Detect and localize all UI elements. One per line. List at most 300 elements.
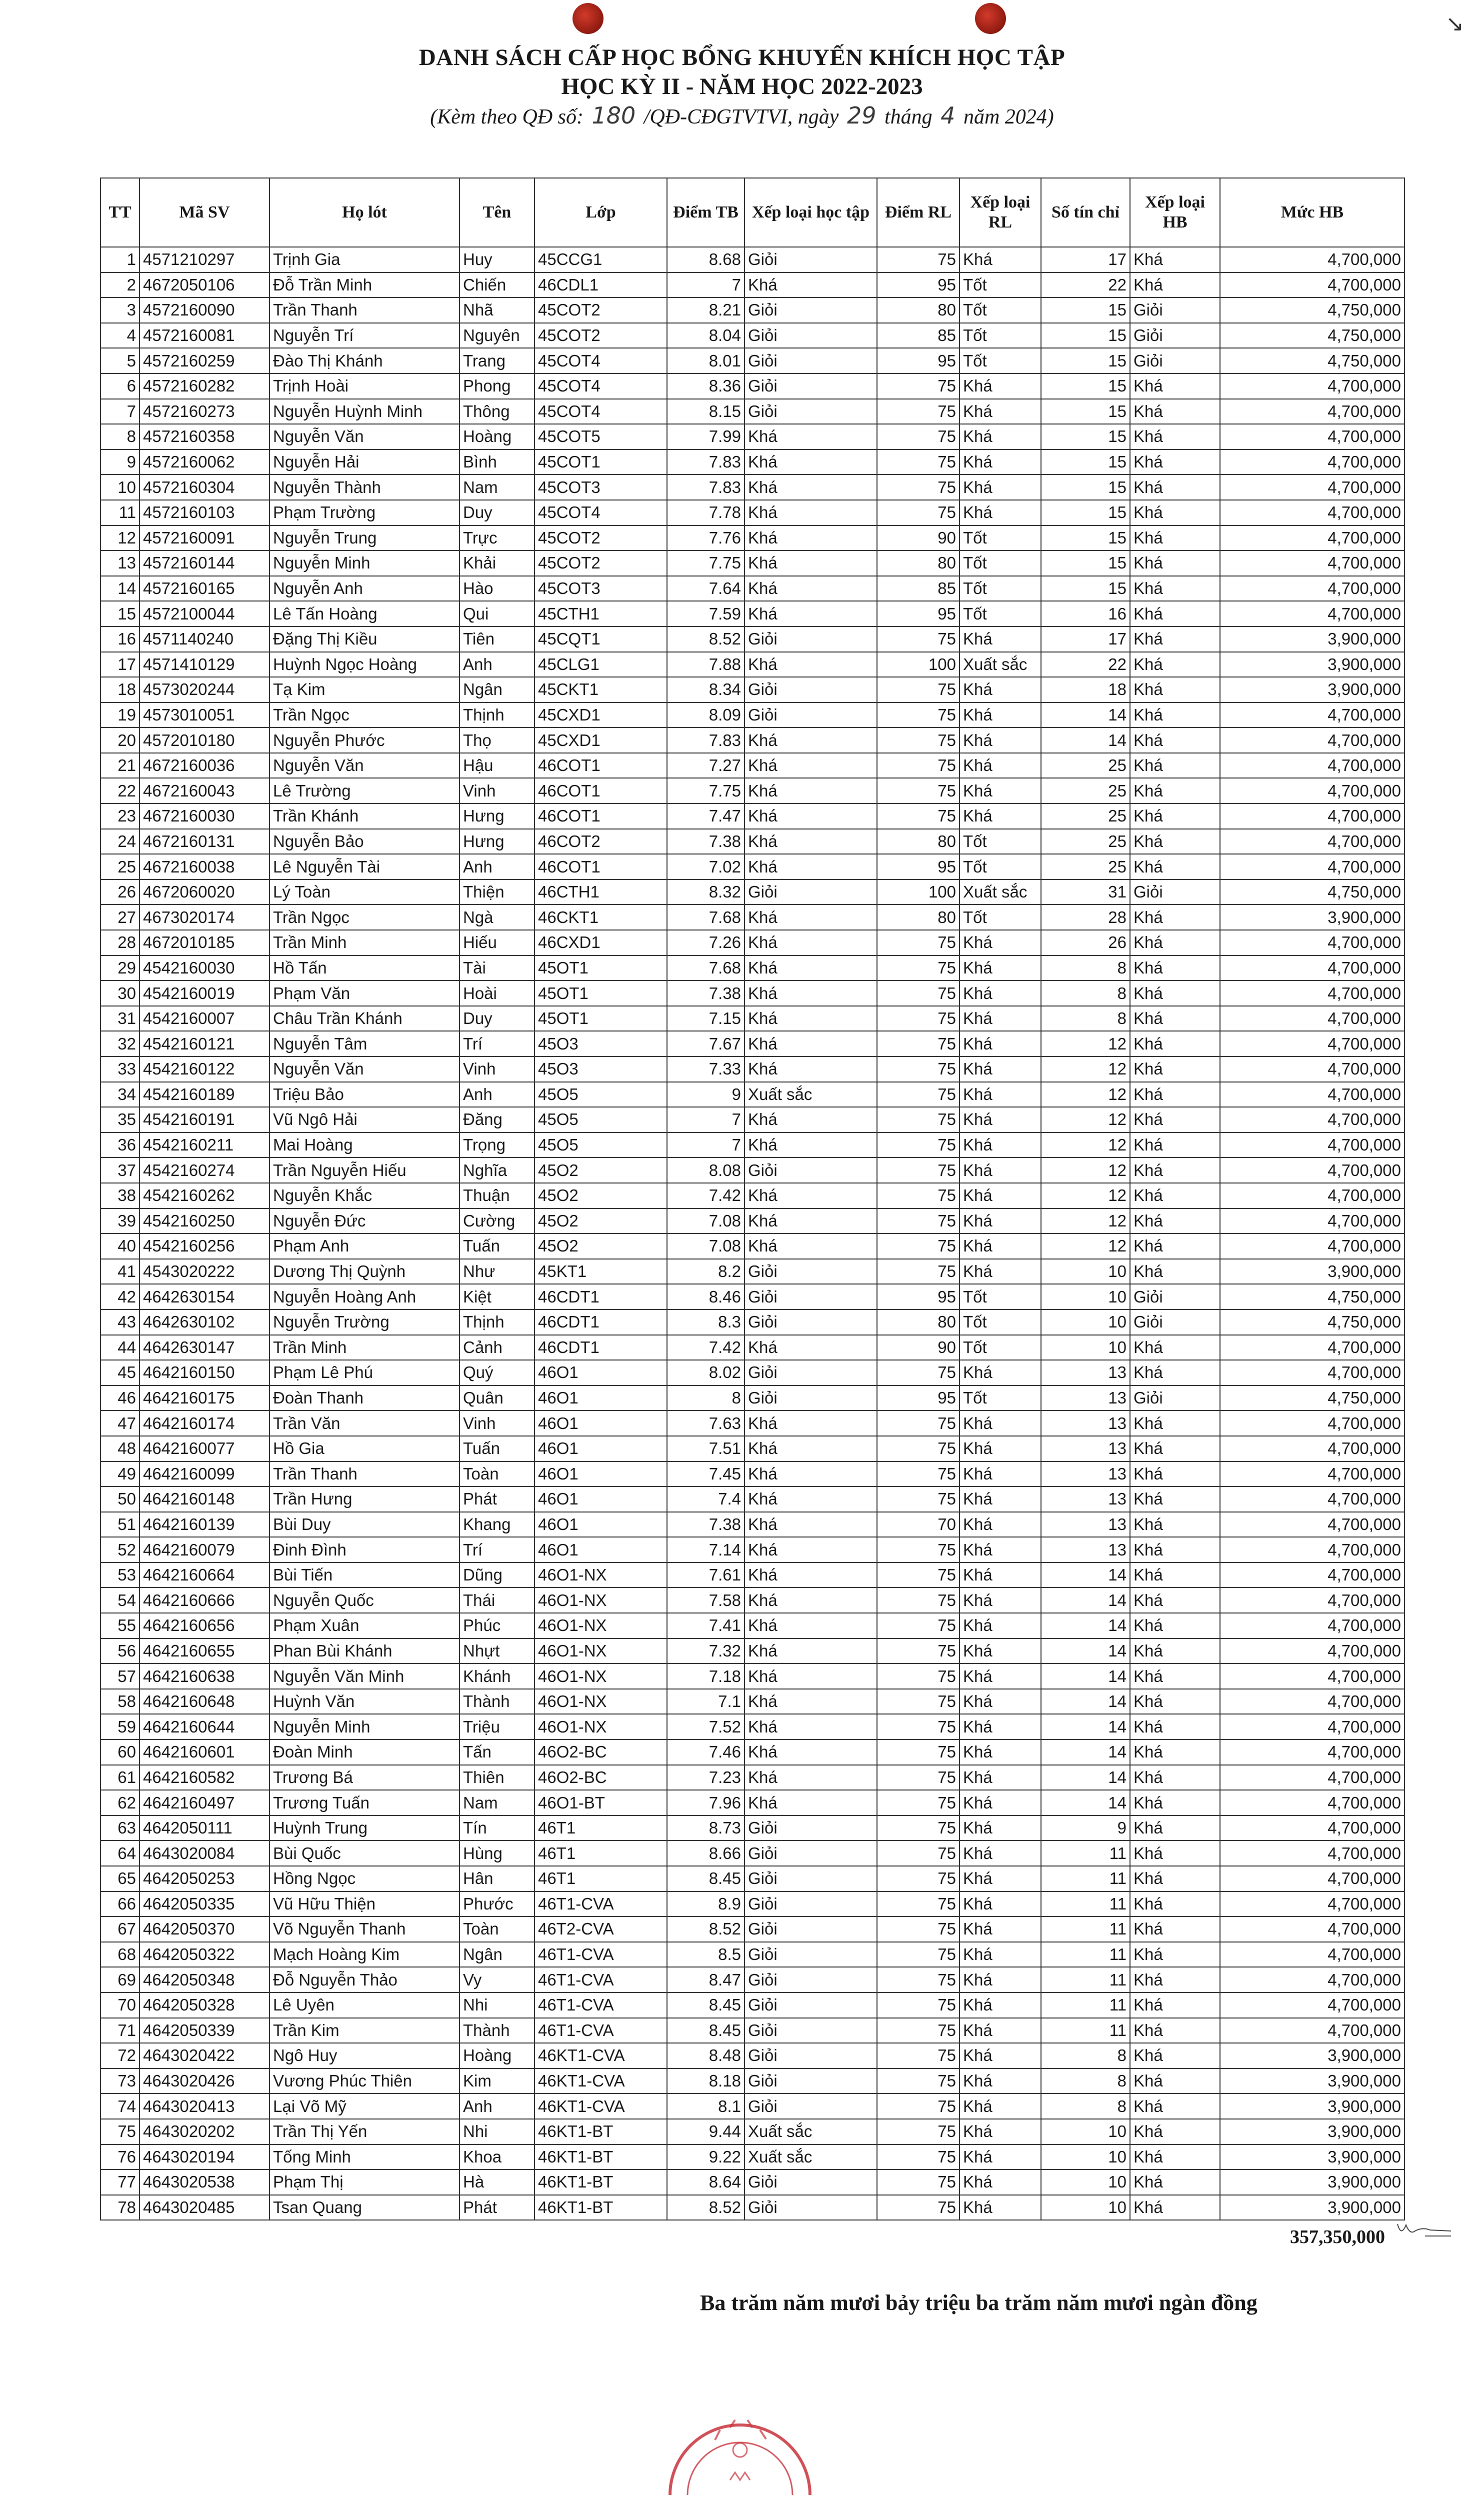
col-lop-cell: 46O1-BT (534, 1790, 667, 1816)
col-xep-loai-hoc-tap-cell: Giỏi (744, 298, 877, 323)
col-ten-cell: Cảnh (460, 1335, 534, 1360)
col-xep-loai-rl-cell: Khá (960, 1942, 1041, 1968)
col-so-tin-chi-cell: 13 (1041, 1537, 1130, 1562)
col-so-tin-chi-cell: 10 (1041, 1259, 1130, 1284)
col-muc-hb-cell: 4,700,000 (1220, 1056, 1404, 1082)
col-tt-cell: 1 (100, 247, 140, 272)
col-lop-cell: 46O1-NX (534, 1638, 667, 1664)
col-diem-rl-cell: 75 (877, 374, 960, 399)
col-so-tin-chi-cell: 28 (1041, 904, 1130, 930)
col-xep-loai-hb-cell: Khá (1130, 1714, 1220, 1740)
col-ten-cell: Phúc (460, 1613, 534, 1638)
col-ho-lot-cell: Nguyễn Thành (270, 474, 460, 500)
col-muc-hb-cell: 4,700,000 (1220, 930, 1404, 956)
col-xep-loai-rl-cell: Khá (960, 399, 1041, 424)
col-diem-rl-cell: 75 (877, 1689, 960, 1714)
table-row (100, 626, 1404, 652)
col-ma-sv-cell: 4572160165 (140, 576, 270, 602)
col-xep-loai-hb-cell: Khá (1130, 778, 1220, 804)
col-so-tin-chi-cell: 11 (1041, 1992, 1130, 2018)
col-xep-loai-hb-cell: Khá (1130, 1866, 1220, 1892)
col-xep-loai-hb-cell: Khá (1130, 1816, 1220, 1841)
col-xep-loai-rl-cell: Khá (960, 1056, 1041, 1082)
col-xep-loai-hb-cell: Khá (1130, 1132, 1220, 1158)
col-ho-lot-cell: Lê Tấn Hoàng (270, 601, 460, 626)
col-ho-lot-cell: Nguyễn Trí (270, 323, 460, 348)
col-diem-rl-cell: 75 (877, 1588, 960, 1613)
table-row (100, 702, 1404, 728)
col-diem-tb-cell: 7.45 (667, 1462, 744, 1487)
col-tt-cell: 62 (100, 1790, 140, 1816)
col-diem-rl-cell: 95 (877, 272, 960, 298)
col-ten-cell: Thiện (460, 880, 534, 905)
col-so-tin-chi-cell: 16 (1041, 601, 1130, 626)
table-row (100, 1714, 1404, 1740)
col-diem-tb-cell: 7.63 (667, 1410, 744, 1436)
col-xep-loai-hb-cell: Khá (1130, 1613, 1220, 1638)
col-tt-cell: 50 (100, 1486, 140, 1512)
col-so-tin-chi-cell: 14 (1041, 1664, 1130, 1689)
col-ho-lot-cell: Đặng Thị Kiều (270, 626, 460, 652)
col-ho-lot-cell: Bùi Quốc (270, 1840, 460, 1866)
col-so-tin-chi-cell: 8 (1041, 2043, 1130, 2068)
col-diem-rl-cell: 95 (877, 1386, 960, 1411)
col-muc-hb-cell: 4,700,000 (1220, 1132, 1404, 1158)
col-diem-tb-cell: 8.48 (667, 2043, 744, 2068)
col-lop-cell: 45OT1 (534, 980, 667, 1006)
col-ten-cell: Hùng (460, 1840, 534, 1866)
col-tt-cell: 29 (100, 956, 140, 981)
col-tt-cell: 34 (100, 1082, 140, 1108)
col-diem-tb-cell: 8.02 (667, 1360, 744, 1386)
col-ten-cell: Nam (460, 1790, 534, 1816)
col-tt-cell: 59 (100, 1714, 140, 1740)
col-so-tin-chi-cell: 10 (1041, 1284, 1130, 1310)
col-diem-tb-header: Điểm TB (667, 178, 744, 247)
col-muc-hb-cell: 3,900,000 (1220, 2195, 1404, 2220)
col-xep-loai-rl-cell: Khá (960, 1031, 1041, 1056)
col-diem-rl-cell: 80 (877, 550, 960, 576)
col-xep-loai-hoc-tap-cell: Xuất sắc (744, 2144, 877, 2170)
col-ma-sv-cell: 4643020485 (140, 2195, 270, 2220)
total-in-words: Ba trăm năm mươi bảy triệu ba trăm năm mươi ngàn đồng (700, 2290, 1258, 2315)
col-xep-loai-rl-cell: Tốt (960, 576, 1041, 602)
table-row (100, 1562, 1404, 1588)
col-xep-loai-rl-cell: Tốt (960, 854, 1041, 880)
col-diem-tb-cell: 7.18 (667, 1664, 744, 1689)
col-diem-tb-cell: 7.47 (667, 804, 744, 829)
col-ten-cell: Anh (460, 652, 534, 678)
col-ten-cell: Khánh (460, 1664, 534, 1689)
col-tt-cell: 64 (100, 1840, 140, 1866)
col-ten-cell: Phát (460, 2195, 534, 2220)
col-diem-tb-cell: 8.45 (667, 1866, 744, 1892)
col-ho-lot-cell: Châu Trần Khánh (270, 1006, 460, 1032)
col-lop-cell: 46CXD1 (534, 930, 667, 956)
col-diem-tb-cell: 7.88 (667, 652, 744, 678)
col-lop-cell: 45CKT1 (534, 677, 667, 702)
col-so-tin-chi-cell: 10 (1041, 2170, 1130, 2195)
col-xep-loai-hoc-tap-cell: Khá (744, 1132, 877, 1158)
col-diem-tb-cell: 7.4 (667, 1486, 744, 1512)
col-ten-cell: Hưng (460, 829, 534, 854)
col-muc-hb-cell: 4,700,000 (1220, 1613, 1404, 1638)
col-xep-loai-rl-cell: Tốt (960, 1335, 1041, 1360)
col-so-tin-chi-cell: 12 (1041, 1082, 1130, 1108)
col-ten-cell: Ngân (460, 677, 534, 702)
col-diem-rl-cell: 75 (877, 1208, 960, 1234)
col-ten-cell: Duy (460, 500, 534, 526)
table-row (100, 1942, 1404, 1968)
col-diem-tb-cell: 7 (667, 1132, 744, 1158)
col-ten-cell: Vinh (460, 1056, 534, 1082)
col-ten-cell: Trực (460, 526, 534, 551)
col-diem-rl-cell: 75 (877, 980, 960, 1006)
col-xep-loai-hb-cell: Khá (1130, 1335, 1220, 1360)
table-row (100, 576, 1404, 602)
col-diem-tb-cell: 8.73 (667, 1816, 744, 1841)
col-lop-cell: 45CXD1 (534, 702, 667, 728)
col-muc-hb-cell: 3,900,000 (1220, 2094, 1404, 2119)
col-ho-lot-cell: Nguyễn Hải (270, 450, 460, 475)
col-ten-cell: Thành (460, 1689, 534, 1714)
col-diem-tb-cell: 7.59 (667, 601, 744, 626)
col-xep-loai-hb-cell: Khá (1130, 1158, 1220, 1183)
col-diem-tb-cell: 8.18 (667, 2068, 744, 2094)
table-row (100, 550, 1404, 576)
col-lop-cell: 46CDL1 (534, 272, 667, 298)
col-ho-lot-cell: Trần Nguyễn Hiếu (270, 1158, 460, 1183)
col-ma-sv-cell: 4642050339 (140, 2018, 270, 2044)
col-diem-tb-cell: 7.41 (667, 1613, 744, 1638)
col-so-tin-chi-cell: 11 (1041, 1942, 1130, 1968)
col-lop-cell: 46CKT1 (534, 904, 667, 930)
col-tt-cell: 16 (100, 626, 140, 652)
col-muc-hb-cell: 4,700,000 (1220, 702, 1404, 728)
col-diem-rl-cell: 80 (877, 829, 960, 854)
col-diem-tb-cell: 7.15 (667, 1006, 744, 1032)
col-so-tin-chi-cell: 15 (1041, 576, 1130, 602)
col-diem-tb-cell: 7.14 (667, 1537, 744, 1562)
col-so-tin-chi-cell: 12 (1041, 1208, 1130, 1234)
col-diem-tb-cell: 8.04 (667, 323, 744, 348)
col-tt-cell: 41 (100, 1259, 140, 1284)
col-ten-cell: Tấn (460, 1740, 534, 1765)
col-diem-rl-cell: 75 (877, 1916, 960, 1942)
col-lop-cell: 45O5 (534, 1132, 667, 1158)
table-row (100, 930, 1404, 956)
col-diem-tb-cell: 7.08 (667, 1208, 744, 1234)
col-tt-cell: 73 (100, 2068, 140, 2094)
col-so-tin-chi-cell: 17 (1041, 247, 1130, 272)
col-xep-loai-hb-cell: Khá (1130, 399, 1220, 424)
col-diem-tb-cell: 8.64 (667, 2170, 744, 2195)
table-row (100, 247, 1404, 272)
col-diem-rl-cell: 75 (877, 1790, 960, 1816)
col-diem-tb-cell: 7.26 (667, 930, 744, 956)
col-ma-sv-cell: 4572160282 (140, 374, 270, 399)
punch-hole-right (975, 3, 1006, 34)
col-so-tin-chi-cell: 15 (1041, 550, 1130, 576)
col-diem-rl-cell: 100 (877, 652, 960, 678)
col-xep-loai-rl-cell: Khá (960, 677, 1041, 702)
col-muc-hb-cell: 4,700,000 (1220, 1486, 1404, 1512)
col-diem-tb-cell: 8.15 (667, 399, 744, 424)
col-ma-sv-cell: 4642160648 (140, 1689, 270, 1714)
col-ho-lot-cell: Dương Thị Quỳnh (270, 1259, 460, 1284)
col-ma-sv-cell: 4542160019 (140, 980, 270, 1006)
document-title: DANH SÁCH CẤP HỌC BỔNG KHUYẾN KHÍCH HỌC TẬP (418, 44, 1066, 70)
col-ho-lot-cell: Phạm Xuân (270, 1613, 460, 1638)
table-row (100, 1386, 1404, 1411)
col-so-tin-chi-cell: 11 (1041, 1840, 1130, 1866)
col-xep-loai-hoc-tap-cell: Khá (744, 526, 877, 551)
col-xep-loai-rl-cell: Khá (960, 1158, 1041, 1183)
col-xep-loai-hoc-tap-cell: Giỏi (744, 2170, 877, 2195)
col-ma-sv-cell: 4542160121 (140, 1031, 270, 1056)
col-diem-rl-cell: 75 (877, 2144, 960, 2170)
col-diem-tb-cell: 8.01 (667, 348, 744, 374)
col-xep-loai-rl-cell: Khá (960, 1916, 1041, 1942)
col-diem-tb-cell: 7.83 (667, 450, 744, 475)
col-tt-cell: 74 (100, 2094, 140, 2119)
col-diem-rl-cell: 75 (877, 500, 960, 526)
col-so-tin-chi-cell: 13 (1041, 1386, 1130, 1411)
col-tt-cell: 7 (100, 399, 140, 424)
col-xep-loai-hb-cell: Khá (1130, 1562, 1220, 1588)
col-ho-lot-cell: Nguyễn Huỳnh Minh (270, 399, 460, 424)
col-xep-loai-hoc-tap-cell: Khá (744, 728, 877, 753)
col-lop-cell: 45COT2 (534, 323, 667, 348)
col-diem-tb-cell: 8.52 (667, 626, 744, 652)
col-ten-cell: Trí (460, 1537, 534, 1562)
col-muc-hb-cell: 4,700,000 (1220, 1689, 1404, 1714)
col-so-tin-chi-cell: 14 (1041, 1689, 1130, 1714)
col-xep-loai-rl-cell: Khá (960, 450, 1041, 475)
col-xep-loai-rl-cell: Khá (960, 2119, 1041, 2144)
col-ten-cell: Kiệt (460, 1284, 534, 1310)
col-ten-cell: Thịnh (460, 1310, 534, 1335)
col-so-tin-chi-cell: 15 (1041, 348, 1130, 374)
col-xep-loai-hb-cell: Khá (1130, 450, 1220, 475)
col-diem-rl-cell: 90 (877, 526, 960, 551)
col-muc-hb-cell: 4,700,000 (1220, 1360, 1404, 1386)
col-muc-hb-cell: 4,700,000 (1220, 1436, 1404, 1462)
col-muc-hb-cell: 4,700,000 (1220, 247, 1404, 272)
col-ma-sv-cell: 4543020222 (140, 1259, 270, 1284)
col-xep-loai-rl-cell: Tốt (960, 904, 1041, 930)
col-xep-loai-rl-cell: Khá (960, 1638, 1041, 1664)
col-ho-lot-cell: Nguyễn Trung (270, 526, 460, 551)
col-xep-loai-hb-cell: Khá (1130, 1259, 1220, 1284)
col-diem-rl-cell: 75 (877, 424, 960, 450)
col-lop-cell: 46T1-CVA (534, 1892, 667, 1917)
col-xep-loai-rl-cell: Khá (960, 1613, 1041, 1638)
col-ma-sv-cell: 4573010051 (140, 702, 270, 728)
col-ma-sv-cell: 4642050348 (140, 1967, 270, 1992)
col-ma-sv-cell: 4542160030 (140, 956, 270, 981)
col-ten-cell: Dũng (460, 1562, 534, 1588)
col-xep-loai-rl-cell: Khá (960, 1462, 1041, 1487)
col-diem-tb-cell: 7.76 (667, 526, 744, 551)
col-muc-hb-cell: 4,700,000 (1220, 1942, 1404, 1968)
col-tt-cell: 13 (100, 550, 140, 576)
col-xep-loai-hoc-tap-cell: Khá (744, 576, 877, 602)
col-diem-rl-cell: 75 (877, 1892, 960, 1917)
col-xep-loai-hoc-tap-cell: Khá (744, 753, 877, 778)
col-lop-cell: 45COT4 (534, 500, 667, 526)
col-ten-cell: Hậu (460, 753, 534, 778)
col-so-tin-chi-cell: 12 (1041, 1158, 1130, 1183)
col-xep-loai-rl-cell: Khá (960, 1765, 1041, 1790)
col-tt-cell: 30 (100, 980, 140, 1006)
col-muc-hb-cell: 4,700,000 (1220, 2018, 1404, 2044)
col-xep-loai-hoc-tap-cell: Khá (744, 980, 877, 1006)
col-diem-rl-cell: 75 (877, 1714, 960, 1740)
col-xep-loai-hoc-tap-cell: Giỏi (744, 880, 877, 905)
col-xep-loai-hb-cell: Khá (1130, 374, 1220, 399)
table-row (100, 1840, 1404, 1866)
col-ten-cell: Ngân (460, 1942, 534, 1968)
col-lop-cell: 45COT3 (534, 576, 667, 602)
col-so-tin-chi-cell: 10 (1041, 2144, 1130, 2170)
table-row (100, 298, 1404, 323)
col-diem-tb-cell: 7.75 (667, 550, 744, 576)
document-header (0, 43, 1484, 132)
table-row (100, 2018, 1404, 2044)
col-tt-cell: 65 (100, 1866, 140, 1892)
col-lop-cell: 45CLG1 (534, 652, 667, 678)
col-ten-cell: Phát (460, 1486, 534, 1512)
col-muc-hb-cell: 4,700,000 (1220, 1158, 1404, 1183)
col-xep-loai-hoc-tap-cell: Khá (744, 1056, 877, 1082)
col-xep-loai-hb-cell: Khá (1130, 829, 1220, 854)
col-xep-loai-hoc-tap-cell: Khá (744, 1512, 877, 1538)
col-so-tin-chi-cell: 15 (1041, 374, 1130, 399)
col-xep-loai-hoc-tap-cell: Khá (744, 1436, 877, 1462)
col-so-tin-chi-cell: 25 (1041, 854, 1130, 880)
col-xep-loai-hb-cell: Khá (1130, 500, 1220, 526)
col-ho-lot-cell: Trịnh Gia (270, 247, 460, 272)
col-tt-cell: 39 (100, 1208, 140, 1234)
col-xep-loai-hoc-tap-cell: Giỏi (744, 1284, 877, 1310)
col-ma-sv-cell: 4572160144 (140, 550, 270, 576)
col-diem-rl-cell: 70 (877, 1512, 960, 1538)
col-tt-cell: 77 (100, 2170, 140, 2195)
col-xep-loai-rl-cell: Khá (960, 1866, 1041, 1892)
col-xep-loai-rl-cell: Khá (960, 1436, 1041, 1462)
col-ma-sv-cell: 4642160148 (140, 1486, 270, 1512)
col-ma-sv-cell: 4673020174 (140, 904, 270, 930)
col-so-tin-chi-cell: 31 (1041, 880, 1130, 905)
col-xep-loai-hoc-tap-cell: Khá (744, 1613, 877, 1638)
col-xep-loai-hb-cell: Khá (1130, 677, 1220, 702)
col-xep-loai-hb-cell: Khá (1130, 1462, 1220, 1487)
col-diem-rl-cell: 75 (877, 1992, 960, 2018)
col-so-tin-chi-cell: 14 (1041, 1714, 1130, 1740)
col-ho-lot-cell: Nguyễn Văn (270, 424, 460, 450)
col-xep-loai-rl-cell: Khá (960, 1410, 1041, 1436)
col-so-tin-chi-cell: 12 (1041, 1234, 1130, 1259)
col-diem-rl-cell: 75 (877, 1462, 960, 1487)
col-tt-cell: 25 (100, 854, 140, 880)
table-row (100, 2119, 1404, 2144)
col-ho-lot-cell: Trần Kim (270, 2018, 460, 2044)
col-diem-rl-cell: 75 (877, 930, 960, 956)
col-xep-loai-rl-cell: Khá (960, 1259, 1041, 1284)
col-lop-cell: 46CDT1 (534, 1284, 667, 1310)
col-xep-loai-hb-cell: Khá (1130, 854, 1220, 880)
col-ma-sv-cell: 4572100044 (140, 601, 270, 626)
col-xep-loai-rl-cell: Khá (960, 1537, 1041, 1562)
col-xep-loai-rl-cell: Khá (960, 1892, 1041, 1917)
col-xep-loai-hb-cell: Khá (1130, 576, 1220, 602)
col-tt-cell: 17 (100, 652, 140, 678)
col-muc-hb-cell: 4,750,000 (1220, 1310, 1404, 1335)
col-muc-hb-cell: 3,900,000 (1220, 652, 1404, 678)
col-diem-tb-cell: 7.51 (667, 1436, 744, 1462)
col-so-tin-chi-cell: 18 (1041, 677, 1130, 702)
col-diem-rl-cell: 95 (877, 1284, 960, 1310)
col-diem-rl-cell: 75 (877, 399, 960, 424)
col-so-tin-chi-cell: 11 (1041, 1892, 1130, 1917)
col-xep-loai-hb-cell: Khá (1130, 601, 1220, 626)
col-so-tin-chi-cell: 15 (1041, 424, 1130, 450)
col-xep-loai-hb-cell: Khá (1130, 1765, 1220, 1790)
col-ho-lot-cell: Nguyễn Hoàng Anh (270, 1284, 460, 1310)
col-diem-rl-cell: 75 (877, 1613, 960, 1638)
col-diem-tb-cell: 7.78 (667, 500, 744, 526)
col-lop-cell: 46KT1-CVA (534, 2094, 667, 2119)
col-xep-loai-hb-cell: Khá (1130, 2195, 1220, 2220)
col-so-tin-chi-cell: 22 (1041, 272, 1130, 298)
col-muc-hb-cell: 3,900,000 (1220, 677, 1404, 702)
col-xep-loai-rl-cell: Tốt (960, 1284, 1041, 1310)
col-ten-cell: Nhi (460, 1992, 534, 2018)
col-tt-cell: 22 (100, 778, 140, 804)
col-diem-rl-cell: 75 (877, 1056, 960, 1082)
col-diem-tb-cell: 8.66 (667, 1840, 744, 1866)
col-so-tin-chi-cell: 13 (1041, 1360, 1130, 1386)
col-xep-loai-rl-cell: Khá (960, 1840, 1041, 1866)
col-muc-hb-cell: 4,700,000 (1220, 399, 1404, 424)
col-ho-lot-cell: Nguyễn Khắc (270, 1183, 460, 1208)
col-ten-cell: Khải (460, 550, 534, 576)
col-ma-sv-cell: 4572160090 (140, 298, 270, 323)
col-xep-loai-hoc-tap-cell: Giỏi (744, 1942, 877, 1968)
col-xep-loai-hb-cell: Giỏi (1130, 1310, 1220, 1335)
col-ten-cell: Quân (460, 1386, 534, 1411)
col-xep-loai-rl-cell: Khá (960, 2068, 1041, 2094)
table-row (100, 1892, 1404, 1917)
col-xep-loai-rl-cell: Khá (960, 930, 1041, 956)
col-xep-loai-rl-cell: Khá (960, 956, 1041, 981)
col-ten-cell: Thọ (460, 728, 534, 753)
col-tt-cell: 10 (100, 474, 140, 500)
col-ho-lot-cell: Tống Minh (270, 2144, 460, 2170)
col-lop-cell: 46T1 (534, 1816, 667, 1841)
col-so-tin-chi-cell: 8 (1041, 980, 1130, 1006)
col-muc-hb-cell: 4,700,000 (1220, 424, 1404, 450)
col-so-tin-chi-cell: 15 (1041, 500, 1130, 526)
col-diem-rl-cell: 95 (877, 854, 960, 880)
col-diem-tb-cell: 7.38 (667, 980, 744, 1006)
col-xep-loai-hb-cell: Khá (1130, 1942, 1220, 1968)
table-row (100, 728, 1404, 753)
col-diem-rl-cell: 75 (877, 1436, 960, 1462)
col-diem-rl-cell: 80 (877, 1310, 960, 1335)
col-lop-cell: 46KT1-CVA (534, 2043, 667, 2068)
